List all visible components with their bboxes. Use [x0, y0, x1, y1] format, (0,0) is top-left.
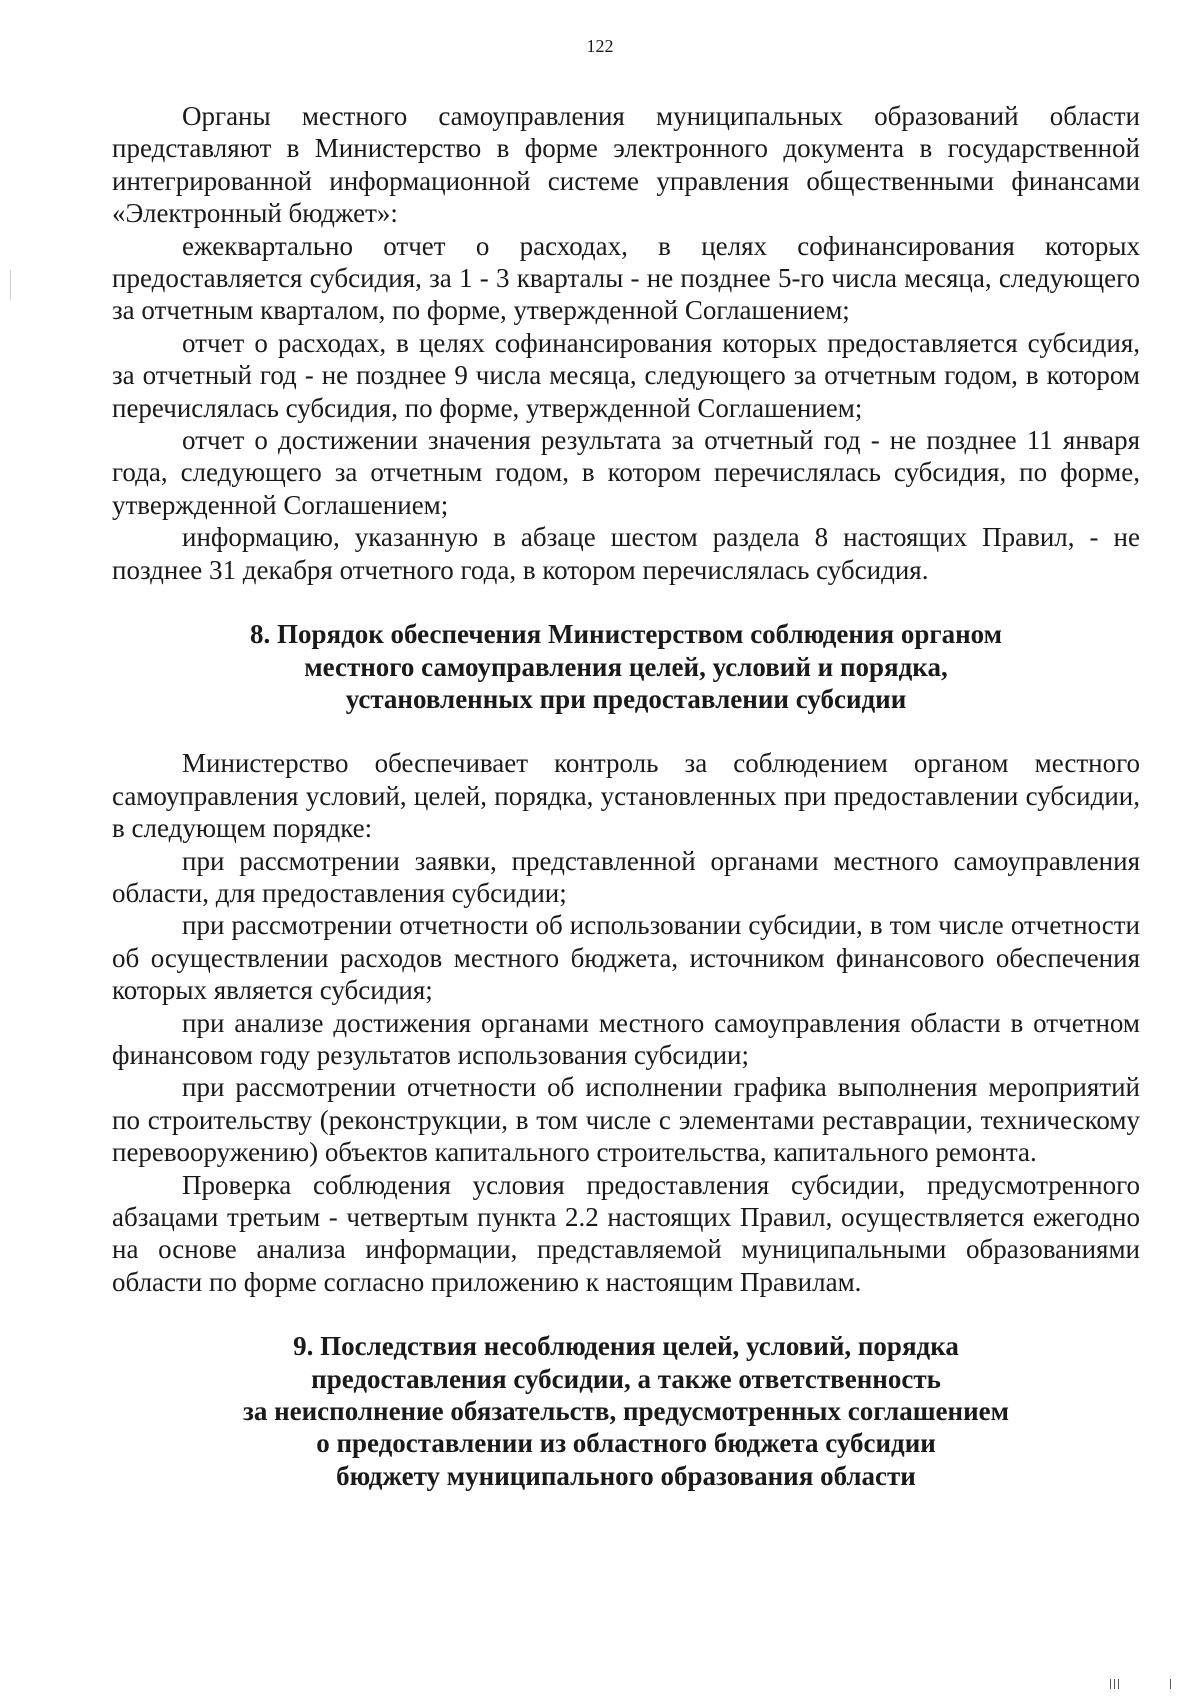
- section-9-heading-line-4: о предоставлении из областного бюджета субсидии: [316, 1428, 936, 1459]
- section-9-heading-line-2: предоставления субсидии, а также ответственность: [311, 1363, 941, 1394]
- paragraph-intro-4: отчет о достижении значения результата за отчетный год - не позднее 11 января года, следующего за отчетным годом, в котором перечислялась субсидия, по форме, утвержденной Соглашением;: [112, 425, 1140, 520]
- scan-edge-marks: [1060, 1675, 1180, 1689]
- section-8-paragraph-3: при рассмотрении отчетности об использовании субсидии, в том числе отчетности об осуществлении расходов местного бюджета, источником финансового обеспечения которых является субсидия;: [112, 910, 1140, 1006]
- paragraph-intro-1: Органы местного самоуправления муниципальных образований области представляют в Министерство в форме электронного документа в государственной интегрированной информационной системе управления общественными финансами «Электронный бюджет»:: [112, 101, 1140, 229]
- section-8-heading-line-3: установленных при предоставлении субсидии: [345, 683, 907, 714]
- section-9-heading: [112, 1330, 1140, 1492]
- section-9-heading-line-5: бюджету муниципального образования области: [336, 1460, 916, 1491]
- section-8-paragraph-5: при рассмотрении отчетности об исполнении графика выполнения мероприятий по строительству (реконструкции, в том числе с элементами реставрации, техническому перевооружению) объектов капитального строительства, капитального ремонта.: [112, 1072, 1140, 1168]
- scan-margin-mark: [10, 270, 11, 300]
- section-8-paragraph-2: при рассмотрении заявки, представленной органами местного самоуправления области, для предоставления субсидии;: [112, 845, 1140, 908]
- section-8-heading-line-1: 8. Порядок обеспечения Министерством соблюдения органом: [249, 619, 1003, 650]
- section-8-paragraph-4: при анализе достижения органами местного самоуправления области в отчетном финансовом году результатов использования субсидии;: [112, 1007, 1140, 1070]
- section-8-heading-line-2: местного самоуправления целей, условий и порядка,: [304, 651, 948, 682]
- page-number: 122: [586, 36, 614, 56]
- document-body: [112, 100, 1140, 1492]
- section-8-paragraph-1: Министерство обеспечивает контроль за соблюдением органом местного самоуправления условий, целей, порядка, установленных при предоставлении субсидии, в следующем порядке:: [112, 748, 1140, 844]
- section-8-paragraph-6: Проверка соблюдения условия предоставления субсидии, предусмотренного абзацами третьим - четвертым пункта 2.2 настоящих Правил, осуществляется ежегодно на основе анализа информации, представляемой муниципальными образованиями области по форме согласно приложению к настоящим Правилам.: [112, 1169, 1140, 1297]
- section-9-heading-line-1: 9. Последствия несоблюдения целей, условий, порядка: [293, 1331, 959, 1362]
- paragraph-intro-3: отчет о расходах, в целях софинансирования которых предоставляется субсидия, за отчетный год - не позднее 9 числа месяца, следующего за отчетным годом, в котором перечислялась субсидия, по форме, утвержденной Соглашением;: [112, 327, 1140, 423]
- section-9-heading-line-3: за неисполнение обязательств, предусмотренных соглашением: [242, 1396, 1010, 1427]
- paragraph-intro-5: информацию, указанную в абзаце шестом раздела 8 настоящих Правил, - не позднее 31 декабря отчетного года, в котором перечислялась субсидия.: [112, 522, 1140, 585]
- paragraph-intro-2: ежеквартально отчет о расходах, в целях софинансирования которых предоставляется субсидия, за 1 - 3 кварталы - не позднее 5-го числа месяца, следующего за отчетным кварталом, по форме, утвержденной Соглашением;: [112, 230, 1140, 326]
- section-8-heading: [112, 618, 1140, 715]
